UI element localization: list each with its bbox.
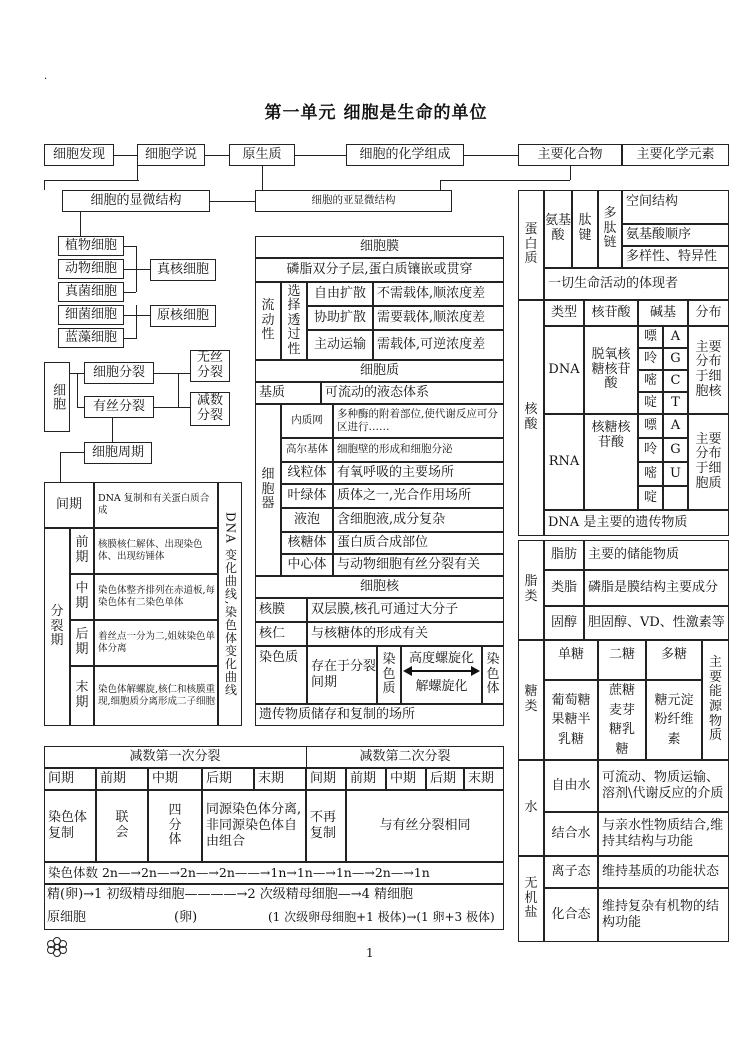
membrane-selective: 选择透过性 <box>281 282 307 360</box>
nucleus-row-2-desc: 与核糖体的形成有关 <box>307 622 504 646</box>
meiosis-sperm2-b: (卵) <box>174 910 198 925</box>
nucleus-row-2-name: 核仁 <box>255 622 307 646</box>
meiosis-phase-7: 前期 <box>346 768 386 790</box>
sugar-header-poly: 多糖 <box>646 640 702 680</box>
membrane-row-2-desc: 需要载体,顺浓度差 <box>373 306 504 330</box>
lipid-row-2-name: 类脂 <box>544 570 584 606</box>
organelle-3-name: 线粒体 <box>281 462 333 484</box>
dna-base2-2: C <box>663 370 688 392</box>
nucleic-header-nt: 核苷酸 <box>584 300 638 326</box>
mitosis-interphase: 间期 <box>44 482 94 528</box>
sugar-poly: 糖元淀粉纤维素 <box>646 680 702 760</box>
box-elements: 主要化学元素 <box>622 144 729 166</box>
nucleus-footer: 遗传物质储存和复制的场所 <box>255 704 504 726</box>
mitosis-dna-curve: DNA 变化曲线,染色体变化曲线 <box>218 482 242 726</box>
meiosis-phase-9: 后期 <box>426 768 464 790</box>
box-cell-division: 细胞分裂 <box>84 362 154 384</box>
nucleus-row-1-desc: 双层膜,核孔可通过大分子 <box>307 598 504 622</box>
mitosis-phase-4: 末期 <box>70 666 94 726</box>
nucleic-header-dist: 分布 <box>688 300 729 326</box>
protein-peptide: 肽键 <box>572 190 598 268</box>
box-eukaryote: 真核细胞 <box>150 259 216 281</box>
organelle-4-name: 叶绿体 <box>281 484 333 508</box>
nucleus-title: 细胞核 <box>255 576 504 598</box>
water-row-1-desc: 可流动、物质运输、溶剂\代谢反应的介质 <box>598 760 729 812</box>
nucleic-header-base: 碱基 <box>638 300 688 326</box>
membrane-row-2-name: 协助扩散 <box>307 306 373 330</box>
meiosis-phase-10: 末期 <box>464 768 504 790</box>
organelle-1-name: 内质网 <box>281 404 333 438</box>
membrane-row-1-name: 自由扩散 <box>307 282 373 306</box>
water-row-2-name: 结合水 <box>544 812 598 856</box>
lipid-row-1-name: 脂肪 <box>544 540 584 570</box>
box-mitosis: 有丝分裂 <box>84 396 154 418</box>
meiosis-second: 减数第二次分裂 <box>359 749 451 764</box>
mitosis-phase-3-desc: 着丝点一分为二,姐妹染色单体分离 <box>94 620 218 666</box>
rna-base1-3: 啶 <box>638 486 663 510</box>
nucleus-interphase: 存在于分裂间期 <box>307 646 377 704</box>
protein-name: 蛋白质 <box>518 190 544 300</box>
rna-base2-0: A <box>663 414 688 438</box>
water-row-2-desc: 与亲水性物质结合,维持其结构与功能 <box>598 812 729 856</box>
nucleic-dna: DNA <box>544 326 584 414</box>
nucleus-chromatin-form: 染色质 <box>377 646 401 704</box>
lipid-row-1-desc: 主要的储能物质 <box>584 540 729 570</box>
nucleic-rna-dist: 主要分布于细胞质 <box>688 414 729 510</box>
membrane-title: 细胞膜 <box>255 236 504 258</box>
rna-base1-2: 嘧 <box>638 462 663 486</box>
organelle-6-desc: 蛋白质合成部位 <box>333 532 504 554</box>
organelle-6-name: 核糖体 <box>281 532 333 554</box>
organelle-5-desc: 含细胞液,成分复杂 <box>333 508 504 532</box>
box-cell: 细胞 <box>44 362 70 432</box>
cytoplasm-organelle: 细胞器 <box>255 404 281 576</box>
box-meiosis: 减数分裂 <box>190 392 230 426</box>
sugar-mono: 葡萄糖果糖半乳糖 <box>544 680 598 760</box>
meiosis-count: 染色体数 2n—→2n—→2n—→2n——→1n→1n—→1n—→2n—→1n <box>44 862 504 884</box>
sugar-di: 蔗糖麦芽糖乳糖 <box>598 680 646 760</box>
membrane-fluidity: 流动性 <box>255 282 281 360</box>
flower-icon <box>46 936 68 958</box>
organelle-7-name: 中心体 <box>281 554 333 576</box>
meiosis-phase-2: 前期 <box>96 768 148 790</box>
box-protoplasm: 原生质 <box>229 144 295 166</box>
meiosis-phase-8: 中期 <box>386 768 426 790</box>
dna-base1-0: 嘌 <box>638 326 663 348</box>
page-number: 1 <box>366 946 374 960</box>
mitosis-phase-3: 后期 <box>70 620 94 666</box>
membrane-row-3-desc: 需载体,可逆浓度差 <box>373 330 504 360</box>
box-fungi: 真菌细胞 <box>58 282 124 302</box>
organelle-3-desc: 有氧呼吸的主要场所 <box>333 462 504 484</box>
rna-base2-1: G <box>663 438 688 462</box>
lipid-row-3-desc: 胆固醇、VD、性激素等 <box>584 606 729 640</box>
organelle-7-desc: 与动物细胞有丝分裂有关 <box>333 554 504 576</box>
protein-row-2: 氨基酸顺序 <box>622 224 729 246</box>
sugar-header-mono: 单糖 <box>544 640 598 680</box>
nucleic-rna-nt: 核糖核苷酸 <box>584 414 638 510</box>
box-compounds: 主要化合物 <box>518 144 622 166</box>
meiosis-synapsis: 联会 <box>96 790 148 862</box>
protein-polypeptide: 多肽链 <box>598 190 622 268</box>
organelle-2-name: 高尔基体 <box>281 438 333 462</box>
page-title: 第一单元 细胞是生命的单位 <box>264 103 488 123</box>
rna-base2-2: U <box>663 462 688 486</box>
salt-row-1-name: 离子态 <box>544 856 598 888</box>
nucleus-chromatin: 染色质 <box>255 646 307 704</box>
nucleic-footer: DNA 是主要的遗传物质 <box>544 510 729 536</box>
membrane-row-1-desc: 不需载体,顺浓度差 <box>373 282 504 306</box>
meiosis-tetrad: 四分体 <box>148 790 202 862</box>
box-chem: 细胞的化学组成 <box>346 144 464 166</box>
box-micro: 细胞的显微结构 <box>62 190 210 212</box>
double-arrow-icon <box>403 666 480 676</box>
nucleic-header-type: 类型 <box>544 300 584 326</box>
nucleus-uncoil: 解螺旋化 <box>415 679 468 694</box>
box-cycle: 细胞周期 <box>84 442 152 464</box>
box-submicro: 细胞的亚显微结构 <box>255 190 452 212</box>
lipid-row-2-desc: 磷脂是膜结构主要成分 <box>584 570 729 606</box>
page-dot: · <box>44 74 48 85</box>
nucleic-rna: RNA <box>544 414 584 510</box>
nucleic-dna-nt: 脱氧核糖核苷酸 <box>584 326 638 414</box>
dna-base1-2: 嘧 <box>638 370 663 392</box>
sugar-energy: 主要能源物质 <box>702 640 729 760</box>
meiosis-sperm2-c: (1 次级卵母细胞+1 极体)→(1 卵+3 极体) <box>268 910 495 924</box>
membrane-row-3-name: 主动运输 <box>307 330 373 360</box>
sugar-header-di: 二糖 <box>598 640 646 680</box>
organelle-2-desc: 细胞壁的形成和细胞分泌 <box>333 438 504 462</box>
meiosis-phase-4: 后期 <box>202 768 254 790</box>
box-prokaryote: 原核细胞 <box>150 305 216 327</box>
dna-base1-3: 啶 <box>638 392 663 414</box>
cytoplasm-matrix: 基质 <box>255 382 321 404</box>
nucleus-row-1-name: 核膜 <box>255 598 307 622</box>
nucleus-supercoil: 高度螺旋化 <box>408 651 474 666</box>
lipid-row-3-name: 固醇 <box>544 606 584 640</box>
mitosis-phase-2-desc: 染色体整齐排列在赤道板,每染色体有二染色单体 <box>94 574 218 620</box>
protein-row-1: 空间结构 <box>622 190 729 224</box>
organelle-5-name: 液泡 <box>281 508 333 532</box>
box-bacteria: 细菌细胞 <box>58 305 124 325</box>
box-animal: 动物细胞 <box>58 259 124 279</box>
box-plant: 植物细胞 <box>58 236 124 256</box>
meiosis-chromosome-copy: 染色体复制 <box>44 790 96 862</box>
meiosis-same: 与有丝分裂相同 <box>346 790 504 862</box>
mitosis-phase-1: 前期 <box>70 528 94 574</box>
nucleic-name <box>518 300 544 536</box>
water-row-1-name: 自由水 <box>544 760 598 812</box>
meiosis-phase-6: 间期 <box>306 768 346 790</box>
rna-base1-0: 嘌 <box>638 414 663 438</box>
salt-name: 无机盐 <box>518 856 544 942</box>
water-name: 水 <box>518 760 544 856</box>
organelle-1-desc: 多种酶的附着部位,使代谢反应可分区进行…… <box>333 404 504 438</box>
meiosis-sperm1: 精(卵)→1 初级精母细胞————→2 次级精母细胞—→4 精细胞 <box>47 887 414 902</box>
dna-base2-0: A <box>663 326 688 348</box>
cytoplasm-matrix-desc: 可流动的液态体系 <box>321 382 504 404</box>
box-amitosis: 无丝分裂 <box>190 350 230 382</box>
dna-base2-3: T <box>663 392 688 414</box>
dna-base2-1: G <box>663 348 688 370</box>
salt-row-2-name: 化合态 <box>544 888 598 942</box>
mitosis-interphase-desc: DNA 复制和有关蛋白质合成 <box>94 482 218 528</box>
meiosis-sperm2-a: 原细胞 <box>47 910 87 925</box>
mitosis-phase-4-desc: 染色体解螺旋,核仁和核膜重现,细胞质分离形成二子细胞 <box>94 666 218 726</box>
organelle-4-desc: 质体之一,光合作用场所 <box>333 484 504 508</box>
mitosis-phase-group: 分裂期 <box>44 528 70 726</box>
rna-base2-3 <box>663 486 688 510</box>
rna-base1-1: 呤 <box>638 438 663 462</box>
box-discovery: 细胞发现 <box>44 144 114 166</box>
sugar-name: 糖类 <box>518 640 544 760</box>
meiosis-phase-3: 中期 <box>148 768 202 790</box>
meiosis-no-copy: 不再复制 <box>306 790 346 862</box>
dna-base1-1: 呤 <box>638 348 663 370</box>
meiosis-phase-1: 间期 <box>44 768 96 790</box>
meiosis-homolog: 同源染色体分离,非同源染色体自由组合 <box>202 790 306 862</box>
lipid-name: 脂类 <box>518 540 544 640</box>
protein-footer: 一切生命活动的体现者 <box>544 268 729 300</box>
box-algae: 蓝藻细胞 <box>58 328 124 348</box>
nucleic-name-text: 核酸 <box>524 402 538 432</box>
salt-row-2-desc: 维持复杂有机物的结构功能 <box>598 888 729 942</box>
mitosis-phase-1-desc: 核膜核仁解体、出现染色体、出现纺锤体 <box>94 528 218 574</box>
nucleic-dna-dist: 主要分布于细胞核 <box>688 326 729 414</box>
nucleus-chromosome: 染色体 <box>482 646 504 704</box>
protein-aa: 氨基酸 <box>544 190 572 268</box>
meiosis-first: 减数第一次分裂 <box>129 749 221 764</box>
mitosis-phase-2: 中期 <box>70 574 94 620</box>
salt-row-1-desc: 维持基质的功能状态 <box>598 856 729 888</box>
meiosis-phase-5: 末期 <box>254 768 306 790</box>
cytoplasm-title: 细胞质 <box>255 360 504 382</box>
membrane-desc: 磷脂双分子层,蛋白质镶嵌或贯穿 <box>255 258 504 282</box>
box-theory: 细胞学说 <box>137 144 205 166</box>
protein-row-3: 多样性、特异性 <box>622 246 729 268</box>
